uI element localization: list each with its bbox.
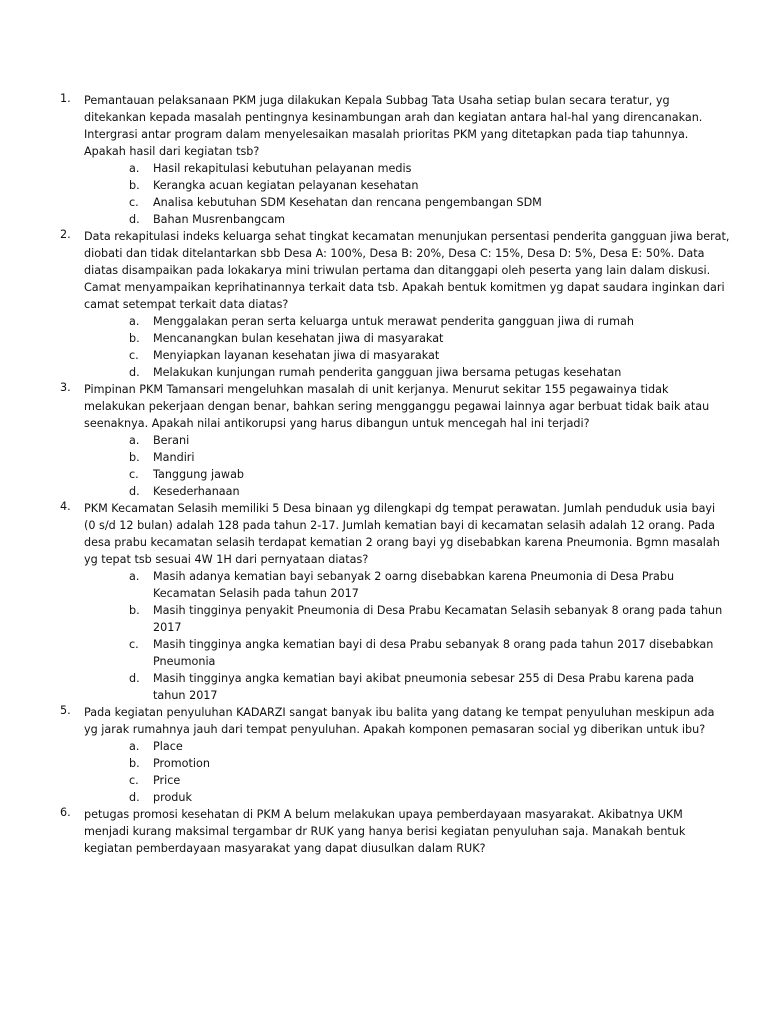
- option-text: Hasil rekapitulasi kebutuhan pelayanan medis: [153, 162, 412, 175]
- option-text: Place: [153, 740, 183, 753]
- answer-option: [129, 755, 730, 772]
- option-letter: c.: [129, 349, 139, 362]
- option-list: [84, 432, 730, 500]
- option-text: Kesederhanaan: [153, 485, 240, 498]
- option-list: [84, 160, 730, 228]
- option-text: Masih tingginya angka kematian bayi akibat pneumonia sebesar 255 di Desa Prabu karena pada tahun 2017: [153, 672, 695, 702]
- answer-option: [129, 177, 730, 194]
- answer-option: [129, 194, 730, 211]
- question-list: [60, 92, 730, 857]
- question-item: [60, 500, 730, 704]
- option-letter: d.: [129, 791, 140, 804]
- option-letter: c.: [129, 774, 139, 787]
- option-text: Menyiapkan layanan kesehatan jiwa di masyarakat: [153, 349, 440, 362]
- option-letter: d.: [129, 485, 140, 498]
- question-text: Pada kegiatan penyuluhan KADARZI sangat banyak ibu balita yang datang ke tempat penyuluhan meskipun ada yg jarak rumahnya jauh dari tempat penyuluhan. Apakah komponen pemasaran social yg diberikan untuk ibu?: [84, 706, 715, 736]
- option-letter: b.: [129, 604, 140, 617]
- option-text: Menggalakan peran serta keluarga untuk merawat penderita gangguan jiwa di rumah: [153, 315, 634, 328]
- option-letter: b.: [129, 332, 140, 345]
- option-text: Bahan Musrenbangcam: [153, 213, 286, 226]
- answer-option: [129, 364, 730, 381]
- option-letter: a.: [129, 162, 140, 175]
- option-text: Analisa kebutuhan SDM Kesehatan dan rencana pengembangan SDM: [153, 196, 542, 209]
- question-text: petugas promosi kesehatan di PKM A belum melakukan upaya pemberdayaan masyarakat. Akibatnya UKM menjadi kurang maksimal tergambar dr RUK yang hanya berisi kegiatan penyuluhan saja. Manakah bentuk kegiatan pemberdayaan masyarakat yang dapat diusulkan dalam RUK?: [84, 808, 686, 855]
- option-letter: a.: [129, 740, 140, 753]
- option-letter: c.: [129, 468, 139, 481]
- answer-option: [129, 347, 730, 364]
- answer-option: [129, 568, 730, 602]
- option-text: Melakukan kunjungan rumah penderita gangguan jiwa bersama petugas kesehatan: [153, 366, 622, 379]
- option-letter: b.: [129, 179, 140, 192]
- question-item: [60, 228, 730, 381]
- option-letter: b.: [129, 451, 140, 464]
- answer-option: [129, 602, 730, 636]
- answer-option: [129, 432, 730, 449]
- answer-option: [129, 670, 730, 704]
- question-text: Data rekapitulasi indeks keluarga sehat tingkat kecamatan menunjukan persentasi penderita gangguan jiwa berat, diobati dan tidak ditelantarkan sbb Desa A: 100%, Desa B: 20%, Desa C: 15%, Desa D: 5%, Desa E: 50%. Data diatas disampaikan pada lokakarya mini triwulan pertama dan ditanggapi oleh peserta yang lain dalam diskusi. Camat menyampaikan keprihatinannya terkait data tsb. Apakah bentuk komitmen yg dapat saudara inginkan dari camat setempat terkait data diatas?: [84, 230, 730, 311]
- option-letter: d.: [129, 672, 140, 685]
- option-text: Berani: [153, 434, 190, 447]
- question-number: 5.: [60, 704, 71, 717]
- option-letter: d.: [129, 213, 140, 226]
- question-item: [60, 806, 730, 857]
- option-text: Promotion: [153, 757, 210, 770]
- option-text: Kerangka acuan kegiatan pelayanan kesehatan: [153, 179, 419, 192]
- option-letter: c.: [129, 638, 139, 651]
- question-number: 6.: [60, 806, 71, 819]
- answer-option: [129, 772, 730, 789]
- option-text: produk: [153, 791, 192, 804]
- option-letter: d.: [129, 366, 140, 379]
- question-text: PKM Kecamatan Selasih memiliki 5 Desa binaan yg dilengkapi dg tempat perawatan. Jumlah penduduk usia bayi (0 s/d 12 bulan) adalah 128 pada tahun 2-17. Jumlah kematian bayi di kecamatan selasih adalah 12 orang. Pada desa prabu kecamatan selasih terdapat kematian 2 orang bayi yg disebabkan karena Pneumonia. Bgmn masalah yg tepat tsb sesuai 4W 1H dari pernyataan diatas?: [84, 502, 720, 566]
- option-text: Masih adanya kematian bayi sebanyak 2 oarng disebabkan karena Pneumonia di Desa Prabu Kecamatan Selasih pada tahun 2017: [153, 570, 675, 600]
- answer-option: [129, 449, 730, 466]
- question-item: [60, 92, 730, 228]
- option-text: Masih tingginya angka kematian bayi di desa Prabu sebanyak 8 orang pada tahun 2017 disebabkan Pneumonia: [153, 638, 714, 668]
- answer-option: [129, 466, 730, 483]
- option-list: [84, 568, 730, 704]
- option-letter: a.: [129, 434, 140, 447]
- answer-option: [129, 211, 730, 228]
- question-text: Pemantauan pelaksanaan PKM juga dilakukan Kepala Subbag Tata Usaha setiap bulan secara teratur, yg ditekankan kepada masalah pentingnya kesinambungan arah dan kegiatan antara hal-hal yang direncanakan. Intergrasi antar program dalam menyelesaikan masalah prioritas PKM yang ditetapkan pada tiap tahunnya. Apakah hasil dari kegiatan tsb?: [84, 94, 703, 158]
- answer-option: [129, 160, 730, 177]
- answer-option: [129, 330, 730, 347]
- option-list: [84, 738, 730, 806]
- option-list: [84, 313, 730, 381]
- option-text: Tanggung jawab: [153, 468, 245, 481]
- answer-option: [129, 789, 730, 806]
- answer-option: [129, 313, 730, 330]
- answer-option: [129, 636, 730, 670]
- question-number: 4.: [60, 500, 71, 513]
- question-item: [60, 704, 730, 806]
- option-text: Masih tingginya penyakit Pneumonia di Desa Prabu Kecamatan Selasih sebanyak 8 orang pada tahun 2017: [153, 604, 723, 634]
- question-item: [60, 381, 730, 500]
- answer-option: [129, 483, 730, 500]
- option-letter: a.: [129, 315, 140, 328]
- option-text: Mencanangkan bulan kesehatan jiwa di masyarakat: [153, 332, 444, 345]
- answer-option: [129, 738, 730, 755]
- question-text: Pimpinan PKM Tamansari mengeluhkan masalah di unit kerjanya. Menurut sekitar 155 pegawainya tidak melakukan pekerjaan dengan benar, bahkan sering mengganggu pegawai lainnya agar berbuat tidak baik atau seenaknya. Apakah nilai antikorupsi yang harus dibangun untuk mencegah hal ini terjadi?: [84, 383, 710, 430]
- question-number: 2.: [60, 228, 71, 241]
- option-text: Mandiri: [153, 451, 195, 464]
- option-letter: b.: [129, 757, 140, 770]
- question-number: 1.: [60, 92, 71, 105]
- question-number: 3.: [60, 381, 71, 394]
- option-letter: c.: [129, 196, 139, 209]
- option-letter: a.: [129, 570, 140, 583]
- option-text: Price: [153, 774, 181, 787]
